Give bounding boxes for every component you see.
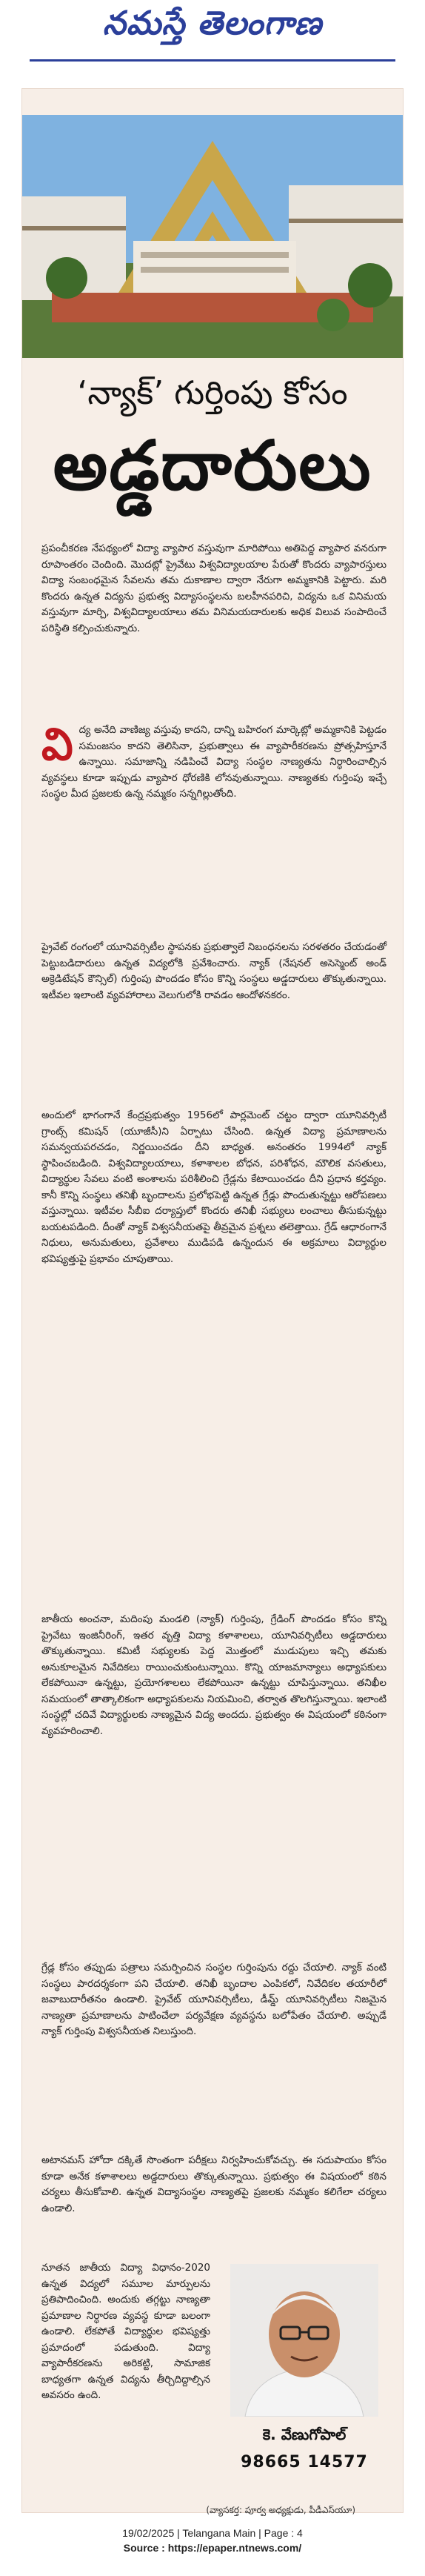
article-paragraph: జాతీయ అంచనా, మదింపు మండలి (న్యాక్) గుర్తింపు, గ్రేడింగ్ పొందడం కోసం కొన్ని ప్రైవేటు ఇంజినీరింగ్, ఇతర వృత్తి విద్యా కళాశాలలు, యూనివర్సిటీలు అడ్డదారులు తొక్కుతున్నాయి. కమిటీ సభ్యులకు పెద్ద మొత్తంలో ముడుపులు ఇచ్చి తమకు అనుకూలమైన నివేదికలు రాయించుకుంటున్నాయి. కొన్ని యాజమాన్యాలు అధ్యాపకులు లేకపోయినా ఉన్నట్టు, ప్రయోగశాలలు లేకపోయినా ఉన్నట్టు చూపిస్తున్నాయి. తనిఖీల సమయంలో తాత్కాలికంగా అధ్యాపకులను నియమించి, తర్వాత తొలగిస్తున్నాయి. ఇలాంటి సంస్థల్లో చదివే విద్యార్థులకు నాణ్యమైన విద్య అందదు. ప్రభుత్వం ఈ విషయంలో కఠినంగా వ్యవహరించాలి. [41, 1613, 386, 1737]
article-photo [22, 115, 403, 358]
masthead-rule [30, 59, 395, 62]
article-paragraph: అటానమస్ హోదా దక్కితే సొంతంగా పరీక్షలు నిర్వహించుకోవచ్చు. ఈ సదుపాయం కోసం కూడా అనేక కళాశాలలు అడ్డదారులు తొక్కుతున్నాయి. ప్రభుత్వం ఈ విషయంలో కఠిన చర్యలు తీసుకోవాలి. ఉన్నత విద్యాసంస్థల నాణ్యతపై ప్రజలకు నమ్మకం కలిగేలా చర్యలు ఉండాలి. [41, 2154, 386, 2214]
article-intro: ప్రపంచీకరణ నేపథ్యంలో విద్యా వ్యాపార వస్తువుగా మారిపోయి అతిపెద్ద వ్యాపార వనరుగా రూపాంతరం చెందింది. మొదట్లో ప్రైవేటు విశ్వవిద్యాలయాల పేరుతో కొందరు వ్యాపారస్తులు విద్యా సంబంధమైన సేవలను తమ దుకాణాల ద్వారా నేరుగా అమ్మకానికి పెట్టారు. మరి కొందరు ఉన్నత విద్యను ప్రభుత్వ విద్యాసంస్థలను బలహీనపరిచి, విద్యను ఒక వినిమయ వస్తువుగా మార్చి, విశ్వవిద్యాలయాలు తమ వినిమయదారులకు అధిక విలువ సంపాదించే పరిస్థితి కల్పించుకున్నారు. [41, 542, 386, 634]
headline-kicker: ‘న్యాక్’ గుర్తింపు కోసం [77, 374, 348, 412]
headline: అడ్డదారులు [53, 426, 372, 505]
masthead-title: నమస్తే తెలంగాణ [102, 4, 323, 42]
author-name: కె. వేణుగోపాల్ [262, 2426, 347, 2443]
building-photo-illustration [22, 115, 403, 358]
article-paragraph: అందులో భాగంగానే కేంద్రప్రభుత్వం 1956లో పార్లమెంట్ చట్టం ద్వారా యూనివర్సిటీ గ్రాంట్స్ కమిషన్ (యూజీసీ)ని ఏర్పాటు చేసింది. ఉన్నత విద్యా ప్రమాణాలను సమన్వయపరచడం, నిర్ణయించడం దీని బాధ్యత. అనంతరం 1994లో న్యాక్ స్థాపించబడింది. విశ్వవిద్యాలయాలు, కళాశాలల బోధన, పరిశోధన, మౌలిక వసతులు, విద్యార్థుల సేవలు వంటి అంశాలను పరిశీలించి గ్రేడ్లను కేటాయించడం దీని ప్రధాన కర్తవ్యం. కానీ కొన్ని సంస్థలు తనిఖీ బృందాలను ప్రలోభపెట్టి ఉన్నత గ్రేడ్లు పొందుతున్నట్టు ఆరోపణలు వస్తున్నాయి. ఇటీవల సీబీఐ దర్యాప్తులో కొందరు తనిఖీ సభ్యులు లంచాలు తీసుకున్నట్టు బయటపడింది. దీంతో న్యాక్ విశ్వసనీయతపై తీవ్రమైన ప్రశ్నలు తలెత్తాయి. గ్రేడ్ ఆధారంగానే నిధులు, అనుమతులు, ప్రవేశాలు ముడిపడి ఉన్నందున ఈ అక్రమాలు విద్యార్థుల భవిష్యత్తుపై ప్రభావం చూపుతాయి. [41, 1109, 386, 1265]
article-paragraph-text: ద్య అనేది వాణిజ్య వస్తువు కాదని, దాన్ని బహిరంగ మార్కెట్లో అమ్మకానికి పెట్టడం సమంజసం కాదని తెలిసినా, ప్రభుత్వాలు ఈ వ్యాపారీకరణను ప్రోత్సహిస్తూనే ఉన్నాయి. సమాజాన్ని నడిపించే విద్యా సంస్థల నాణ్యతను నిర్ధారించాల్సిన వ్యవస్థలు కూడా ఇప్పుడు వ్యాపార ధోరణికి లోనవుతున్నాయి. నాణ్యతకు గుర్తింపు ఇచ్చే సంస్థల మీద ప్రజలకు ఉన్న నమ్మకం సన్నగిల్లుతోంది. [41, 724, 386, 800]
page-footer [0, 2526, 425, 2555]
author-photo [230, 2264, 378, 2417]
article-paragraph [41, 719, 386, 930]
dropcap: వి [41, 719, 73, 771]
masthead [0, 0, 425, 65]
footer-source: Source : https://epaper.ntnews.com/ [123, 2542, 302, 2554]
author-portrait [230, 2264, 378, 2417]
author-phone: 98665 14577 [241, 2453, 368, 2472]
article-paragraph: ప్రైవేట్ రంగంలో యూనివర్సిటీల స్థాపనకు ప్రభుత్వాలే నిబంధనలను సరళతరం చేయడంతో పెట్టుబడిదారులు ఉన్నత విద్యలోకి ప్రవేశించారు. న్యాక్ (నేషనల్ అసెస్మెంట్ అండ్ అక్రెడిటేషన్ కౌన్సిల్) గుర్తింపు పొందడం కోసం కొన్ని సంస్థలు అడ్డదారులు తొక్కుతున్నాయి. ఇటీవల ఇలాంటి వ్యవహారాలు వెలుగులోకి రావడం ఆందోళనకరం. [41, 941, 386, 1001]
footer-date-page: 19/02/2025 | Telangana Main | Page : 4 [122, 2527, 303, 2539]
author-box [222, 2264, 386, 2472]
author-byline: (వ్యాసకర్త: పూర్వ అధ్యక్షుడు, పీడీఎస్‌యూ) [206, 2505, 355, 2515]
article-paragraph: నూతన జాతీయ విద్యా విధానం-2020 ఉన్నత విద్యలో సమూల మార్పులను ప్రతిపాదించింది. అందుకు తగ్గట్టు నాణ్యతా ప్రమాణాల నిర్ధారణ వ్యవస్థ కూడా బలంగా ఉండాలి. లేకపోతే విద్యార్థుల భవిష్యత్తు ప్రమాదంలో పడుతుంది. విద్యా వ్యాపారీకరణను అరికట్టి, సామాజిక బాధ్యతగా ఉన్నత విద్యను తీర్చిదిద్దాల్సిన అవసరం ఉంది. [41, 2262, 210, 2401]
article-paragraph: గ్రేడ్ల కోసం తప్పుడు పత్రాలు సమర్పించిన సంస్థల గుర్తింపును రద్దు చేయాలి. న్యాక్ వంటి సంస్థలు పారదర్శకంగా పని చేయాలి. తనిఖీ బృందాల ఎంపికలో, నివేదికల తయారీలో జవాబుదారీతనం ఉండాలి. ప్రైవేట్ యూనివర్సిటీలు, డీమ్డ్ యూనివర్సిటీలు నిజమైన నాణ్యతా ప్రమాణాలను పాటించేలా పర్యవేక్షణ వ్యవస్థను బలోపేతం చేయాలి. అప్పుడే న్యాక్ గుర్తింపు విశ్వసనీయత నిలుస్తుంది. [41, 1962, 386, 2037]
